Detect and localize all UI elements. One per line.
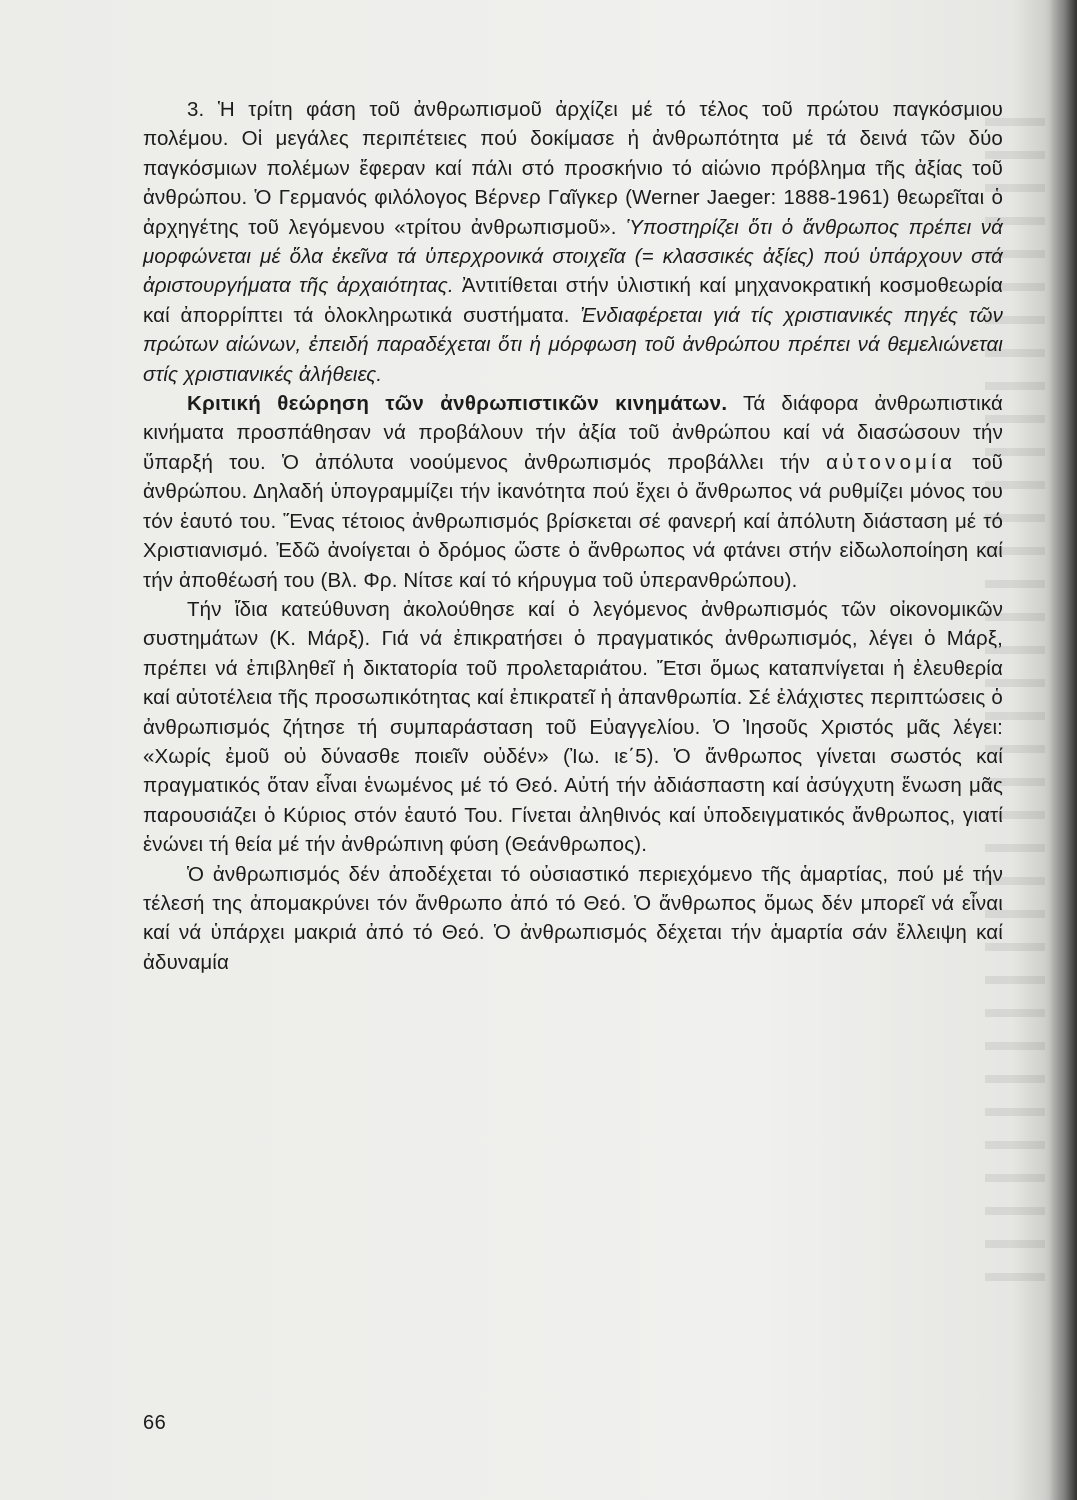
paragraph-4-text: Ὁ ἀνθρωπισμός δέν ἀποδέχεται τό οὐσιαστικό περιεχόμενο τῆς ἁμαρτίας, πού μέ τήν τέλεσή της ἀπομακρύνει τόν ἄνθρωπο ἀπό τό Θεό. Ὁ ἄνθρωπος ὅμως δέν μπορεῖ νά εἶναι καί νά ὑπάρχει μακριά ἀπό τό Θεό. Ὁ ἀνθρωπισμός δέχεται τήν ἁμαρτία σάν ἔλλειψη καί ἀδυναμία: [143, 862, 1003, 974]
page-number: 66: [143, 1412, 167, 1434]
paragraph-third-phase: [143, 95, 1003, 389]
paragraph-marx: [143, 595, 1003, 860]
book-spine-shadow: [1049, 0, 1077, 1500]
paragraph-3-text: Τήν ἴδια κατεύθυνση ἀκολούθησε καί ὁ λεγόμενος ἀνθρωπισμός τῶν οἰκονομικῶν συστημάτων (Κ. Μάρξ). Γιά νά ἐπικρατήσει ὁ πραγματικός ἀνθρωπισμός, λέγει ὁ Μάρξ, πρέπει νά ἐπιβληθεῖ ἡ δικτατορία τοῦ προλεταριάτου. Ἔτσι ὅμως καταπνίγεται ἡ ἐλευθερία καί αὐτοτέλεια τῆς προσωπικότητας καί ἐπικρατεῖ ἡ ἀπανθρωπία. Σέ ἐλάχιστες περιπτώσεις ὁ ἀνθρωπισμός ζήτησε τή συμπαράσταση τοῦ Εὐαγγελίου. Ὁ Ἰησοῦς Χριστός μᾶς λέγει: «Χωρίς ἐμοῦ οὐ δύνασθε ποιεῖν οὐδέν» (Ἰω. ιε΄5). Ὁ ἄνθρωπος γίνεται σωστός καί πραγματικός ὅταν εἶναι ἑνωμένος μέ τό Θεό. Αὐτή τήν ἀδιάσπαστη καί ἀσύγχυτη ἕνωση μᾶς παρουσιάζει ὁ Κύριος στόν ἑαυτό Του. Γίνεται ἀληθινός καί ὑποδειγματικός ἄνθρωπος, γιατί ἑνώνει τή θεία μέ τήν ἀνθρώπινη φύση (Θεάνθρωπος).: [143, 597, 1003, 857]
paragraph-1-italic-a: Ὑποστηρίζει ὅτι ὁ ἄνθρωπος πρέπει νά μορφώνεται μέ ὅλα ἐκεῖνα τά ὑπερχρονικά στοιχεῖα (= κλασσικές ἀξίες) πού ὑπάρχουν στά ἀριστουργήματα τῆς ἀρχαιότητας.: [143, 215, 1003, 298]
paragraph-2-text: Τά διάφορα ἀνθρωπιστικά κινήματα προσπάθησαν νά προβάλουν τήν ἀξία τοῦ ἀνθρώπου καί νά διασώσουν τήν ὕπαρξή του. Ὁ ἀπόλυτα νοούμενος ἀνθρωπισμός προβάλλει τήν: [143, 392, 1003, 474]
section-heading: Κριτική θεώρηση τῶν ἀνθρωπιστικῶν κινημάτων.: [187, 392, 728, 416]
paragraph-2-text-b: τοῦ ἀνθρώπου. Δηλαδή ὑπογραμμίζει τήν ἱκανότητα πού ἔχει ὁ ἄνθρωπος νά ρυθμίζει μόνος του τόν ἑαυτό του. Ἕνας τέτοιος ἀνθρωπισμός βρίσκεται σέ φανερή καί ἀπόλυτη διάσταση μέ τό Χριστιανισμό. Ἐδῶ ἀνοίγεται ὁ δρόμος ὥστε ὁ ἄνθρωπος νά φτάνει στήν εἰδωλοποίηση καί τήν ἀποθέωσή του (Βλ. Φρ. Νίτσε καί τό κήρυγμα τοῦ ὑπερανθρώπου).: [143, 450, 1003, 592]
paragraph-sin: [143, 860, 1003, 978]
emphasized-autonomy: αὐτονομία: [826, 450, 957, 474]
body-text: [143, 95, 1003, 977]
paragraph-critical-review: [143, 389, 1003, 595]
paragraph-1-text-b: Ἀντιτίθεται στήν ὑλιστική καί μηχανοκρατική κοσμοθεωρία καί ἀπορρίπτει τά ὁλοκληρωτικά συστήματα.: [143, 274, 1003, 327]
paragraph-1-italic-b: Ἐνδιαφέρεται γιά τίς χριστιανικές πηγές τῶν πρώτων αἰώνων, ἐπειδή παραδέχεται ὅτι ἡ μόρφωση τοῦ ἀνθρώπου πρέπει νά θεμελιώνεται στίς χριστιανικές ἀλήθειες.: [143, 303, 1003, 386]
paragraph-1-text: 3. Ἡ τρίτη φάση τοῦ ἀνθρωπισμοῦ ἀρχίζει μέ τό τέλος τοῦ πρώτου παγκόσμιου πολέμου. Οἱ μεγάλες περιπέτειες πού δοκίμασε ἡ ἀνθρωπότητα μέ τά δεινά τῶν δύο παγκόσμιων πολέμων ἔφεραν καί πάλι στό προσκήνιο τό αἰώνιο πρόβλημα τῆς ἀξίας τοῦ ἀνθρώπου. Ὁ Γερμανός φιλόλογος Βέρνερ Γαῖγκερ (Werner Jaeger: 1888-1961) θεωρεῖται ὁ ἀρχηγέτης τοῦ λεγόμενου «τρίτου ἀνθρωπισμοῦ».: [143, 98, 1003, 239]
